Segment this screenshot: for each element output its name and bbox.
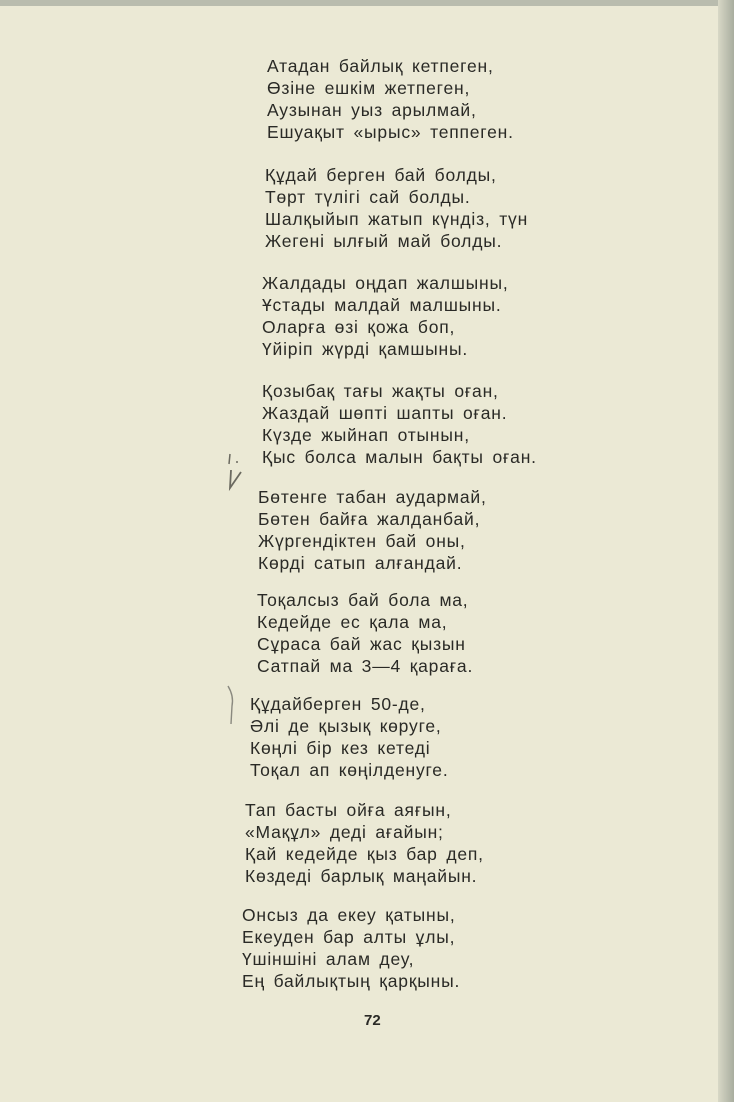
page-number: 72	[364, 1012, 381, 1029]
verse-line: Көздеді барлық маңайын.	[245, 866, 478, 886]
verse-line: Жүргендіктен бай оны,	[258, 531, 466, 551]
pencil-bracket-mark	[224, 684, 238, 728]
pencil-check-mark	[222, 448, 246, 492]
verse-line: Құдайберген 50-де,	[250, 694, 426, 714]
stanza	[245, 799, 484, 887]
verse-line: Төрт түлігі сай болды.	[265, 187, 471, 207]
verse-line: Көрді сатып алғандай.	[258, 553, 463, 573]
stanza	[242, 904, 460, 992]
verse-line: Сатпай ма 3—4 қараға.	[257, 656, 474, 676]
verse-line: Ұстады малдай малшыны.	[262, 295, 502, 315]
verse-line: Тап басты ойға аяғын,	[245, 800, 452, 820]
stanza	[262, 272, 509, 360]
verse-line: Ең байлықтың қарқыны.	[242, 971, 461, 991]
verse-line: Кедейде ес қала ма,	[257, 612, 448, 632]
verse-line: Шалқыйып жатып күндіз, түн	[265, 209, 529, 229]
verse-line: «Мақұл» деді ағайын;	[245, 822, 444, 842]
stanza	[257, 589, 473, 677]
verse-line: Көңлі бір кез кетеді	[250, 738, 431, 758]
stanza	[265, 164, 528, 252]
verse-line: Бөтенге табан аудармай,	[258, 487, 487, 507]
verse-line: Үшіншіні алам деу,	[242, 949, 415, 969]
verse-line: Тоқал ап көңілденуге.	[250, 760, 449, 780]
verse-line: Жаздай шөпті шапты оған.	[262, 403, 508, 423]
verse-line: Қыс болса малын бақты оған.	[262, 447, 537, 467]
verse-line: Ешуақыт «ырыс» теппеген.	[267, 122, 514, 142]
page-edge	[718, 0, 734, 1102]
verse-line: Аузынан уыз арылмай,	[267, 100, 477, 120]
stanza	[262, 380, 537, 468]
verse-line: Жегені ылғый май болды.	[265, 231, 503, 251]
verse-line: Қай кедейде қыз бар деп,	[245, 844, 484, 864]
stanza	[258, 486, 487, 574]
verse-line: Онсыз да екеу қатыны,	[242, 905, 456, 925]
verse-line: Құдай берген бай болды,	[265, 165, 497, 185]
verse-line: Екеуден бар алты ұлы,	[242, 927, 456, 947]
verse-line: Үйіріп жүрді қамшыны.	[262, 339, 469, 359]
stanza	[250, 693, 449, 781]
verse-line: Оларға өзі қожа боп,	[262, 317, 456, 337]
verse-line: Өзіне ешкім жетпеген,	[267, 78, 471, 98]
verse-line: Тоқалсыз бай бола ма,	[257, 590, 469, 610]
verse-line: Әлі де қызық көруге,	[250, 716, 442, 736]
verse-line: Қозыбақ тағы жақты оған,	[262, 381, 499, 401]
stanza	[267, 55, 514, 143]
verse-line: Жалдады оңдап жалшыны,	[262, 273, 509, 293]
verse-line: Атадан байлық кетпеген,	[267, 56, 494, 76]
verse-line: Сұраса бай жас қызын	[257, 634, 466, 654]
verse-line: Бөтен байға жалданбай,	[258, 509, 481, 529]
verse-line: Күзде жыйнап отынын,	[262, 425, 470, 445]
